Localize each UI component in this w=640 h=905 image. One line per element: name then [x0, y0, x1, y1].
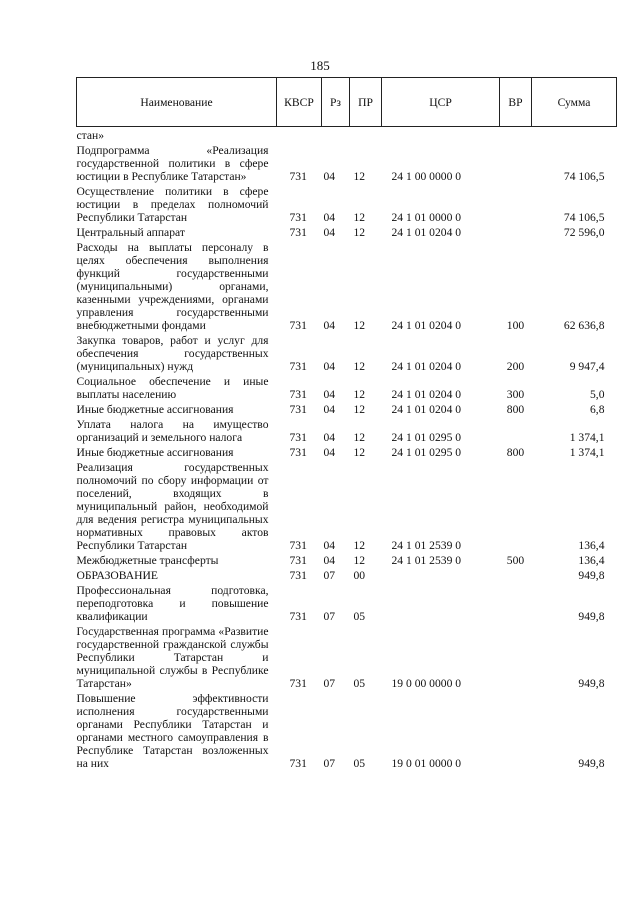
cell-vr: 300: [506, 388, 525, 401]
cell-kvsr: 731: [289, 539, 307, 552]
cell-rz: 04: [323, 388, 336, 401]
cell-rz: 07: [323, 757, 336, 770]
table-row: [77, 623, 617, 690]
cell-name: Иные бюджетные ассигнования: [76, 446, 234, 459]
cell-pr: 12: [353, 403, 366, 416]
cell-rz: 04: [323, 539, 336, 552]
cell-vr: [500, 127, 532, 143]
cell-sum: 949,8: [578, 610, 605, 623]
cell-vr: [500, 690, 532, 770]
cell-sum: 949,8: [578, 757, 605, 770]
cell-kvsr: [277, 127, 322, 143]
table-row: [77, 459, 617, 552]
cell-pr: 12: [353, 211, 366, 224]
cell-vr: [500, 567, 532, 582]
cell-pr: 12: [353, 170, 366, 183]
cell-sum: 6,8: [590, 403, 605, 416]
cell-csr: 24 1 01 0204 0: [391, 360, 462, 373]
cell-rz: 07: [323, 610, 336, 623]
cell-csr: 24 1 00 0000 0: [391, 170, 462, 183]
cell-rz: 04: [323, 170, 336, 183]
cell-rz: 04: [323, 319, 336, 332]
cell-vr: 100: [506, 319, 525, 332]
cell-csr: 24 1 01 0000 0: [391, 211, 462, 224]
cell-name: ОБРАЗОВАНИЕ: [76, 569, 158, 582]
cell-sum: 1 374,1: [569, 446, 605, 459]
cell-vr: [500, 459, 532, 552]
cell-name: Иные бюджетные ассигнования: [76, 403, 234, 416]
cell-kvsr: 731: [289, 431, 307, 444]
cell-sum: 72 596,0: [563, 226, 605, 239]
cell-csr: 24 1 01 0204 0: [391, 226, 462, 239]
cell-csr: 24 1 01 0204 0: [391, 319, 462, 332]
cell-rz: 07: [323, 677, 336, 690]
page-number: 185: [310, 58, 330, 73]
cell-name: Социальное обеспечение и иные выплаты населению: [76, 375, 269, 401]
cell-kvsr: 731: [289, 554, 307, 567]
cell-vr: 200: [506, 360, 525, 373]
cell-csr: 24 1 01 0204 0: [391, 403, 462, 416]
cell-csr: 19 0 01 0000 0: [391, 757, 462, 770]
header-vr: ВР: [500, 78, 532, 127]
header-kvsr: КВСР: [277, 78, 322, 127]
cell-name: Центральный аппарат: [76, 226, 185, 239]
cell-pr: 12: [353, 554, 366, 567]
cell-rz: 04: [323, 403, 336, 416]
cell-name: Расходы на выплаты персоналу в целях обеспечения выполнения функций государственными (муниципальными) органами, казенными учреждениями, органами управления государственными внебюджетными фондами: [76, 241, 269, 332]
table-row: [77, 552, 617, 567]
cell-rz: 07: [323, 569, 336, 582]
cell-name: Государственная программа «Развитие государственной гражданской службы Республики Татарстан и муниципальной службы в Республике Татарстан»: [76, 625, 269, 690]
cell-kvsr: 731: [289, 403, 307, 416]
cell-pr: [350, 127, 382, 143]
cell-csr: 19 0 00 0000 0: [391, 677, 462, 690]
header-rz: Рз: [322, 78, 350, 127]
cell-rz: 04: [323, 211, 336, 224]
cell-vr: 800: [506, 446, 525, 459]
table-row: [77, 332, 617, 373]
cell-sum: 949,8: [578, 569, 605, 582]
header-sum: Сумма: [532, 78, 617, 127]
cell-rz: 04: [323, 554, 336, 567]
table-row: [77, 582, 617, 623]
cell-sum: 62 636,8: [563, 319, 605, 332]
cell-csr: 24 1 01 0204 0: [391, 388, 462, 401]
table-row: [77, 567, 617, 582]
cell-name: стан»: [76, 129, 105, 142]
cell-csr: 24 1 01 2539 0: [391, 539, 462, 552]
cell-vr: 800: [506, 403, 525, 416]
table-row: [77, 183, 617, 224]
cell-name: Повышение эффективности исполнения государственными органами Республики Татарстан и органами местного самоуправления в Республике Татарстан возложенных на них: [76, 692, 269, 770]
cell-rz: 04: [323, 431, 336, 444]
cell-pr: 05: [353, 677, 366, 690]
cell-name: Уплата налога на имущество организаций и земельного налога: [76, 418, 269, 444]
header-name: Наименование: [77, 78, 277, 127]
cell-pr: 05: [353, 610, 366, 623]
cell-name: Осуществление политики в сфере юстиции в пределах полномочий Республики Татарстан: [76, 185, 269, 224]
table-row: [77, 416, 617, 444]
cell-name: Подпрограмма «Реализация государственной политики в сфере юстиции в Республике Татарстан»: [76, 144, 269, 183]
cell-csr: 24 1 01 2539 0: [391, 554, 462, 567]
table-row: [77, 373, 617, 401]
cell-csr: [382, 127, 500, 143]
cell-name: Реализация государственных полномочий по сбору информации от поселений, входящих в муниципальный район, необходимой для ведения регистра муниципальных нормативных правовых актов Республики Татарстан: [76, 461, 269, 552]
cell-pr: 05: [353, 757, 366, 770]
cell-kvsr: 731: [289, 610, 307, 623]
cell-kvsr: 731: [289, 388, 307, 401]
cell-kvsr: 731: [289, 677, 307, 690]
table-body: [77, 127, 617, 771]
cell-csr: 24 1 01 0295 0: [391, 446, 462, 459]
cell-kvsr: 731: [289, 211, 307, 224]
table-row: [77, 239, 617, 332]
cell-kvsr: 731: [289, 170, 307, 183]
cell-pr: 00: [353, 569, 366, 582]
cell-kvsr: 731: [289, 757, 307, 770]
cell-vr: [500, 142, 532, 183]
cell-pr: 12: [353, 226, 366, 239]
cell-vr: [500, 183, 532, 224]
cell-csr: 24 1 01 0295 0: [391, 431, 462, 444]
cell-sum: 949,8: [578, 677, 605, 690]
cell-rz: 04: [323, 446, 336, 459]
cell-sum: [532, 127, 617, 143]
cell-kvsr: 731: [289, 569, 307, 582]
cell-sum: 74 106,5: [563, 211, 605, 224]
cell-name: Закупка товаров, работ и услуг для обеспечения государственных (муниципальных) нужд: [76, 334, 269, 373]
budget-table: [76, 77, 617, 770]
table-row: [77, 444, 617, 459]
cell-sum: 5,0: [590, 388, 605, 401]
header-csr: ЦСР: [382, 78, 500, 127]
table-row: [77, 690, 617, 770]
cell-sum: 1 374,1: [569, 431, 605, 444]
cell-vr: [500, 623, 532, 690]
header-pr: ПР: [350, 78, 382, 127]
cell-rz: [322, 127, 350, 143]
cell-kvsr: 731: [289, 226, 307, 239]
cell-pr: 12: [353, 360, 366, 373]
cell-kvsr: 731: [289, 360, 307, 373]
table-row: [77, 401, 617, 416]
cell-sum: 9 947,4: [569, 360, 605, 373]
cell-sum: 136,4: [578, 539, 605, 552]
cell-csr: [382, 567, 500, 582]
cell-sum: 74 106,5: [563, 170, 605, 183]
cell-kvsr: 731: [289, 446, 307, 459]
header-row: [77, 78, 617, 127]
cell-pr: 12: [353, 431, 366, 444]
table-header: [77, 78, 617, 127]
cell-pr: 12: [353, 539, 366, 552]
cell-pr: 12: [353, 319, 366, 332]
table-row: [77, 142, 617, 183]
cell-rz: 04: [323, 360, 336, 373]
cell-name: Профессиональная подготовка, переподготовка и повышение квалификации: [76, 584, 269, 623]
cell-pr: 12: [353, 388, 366, 401]
cell-vr: [500, 224, 532, 239]
cell-vr: 500: [506, 554, 525, 567]
table-row: [77, 224, 617, 239]
cell-rz: 04: [323, 226, 336, 239]
cell-pr: 12: [353, 446, 366, 459]
cell-vr: [500, 416, 532, 444]
cell-kvsr: 731: [289, 319, 307, 332]
table-row: [77, 127, 617, 143]
cell-sum: 136,4: [578, 554, 605, 567]
cell-vr: [500, 582, 532, 623]
cell-csr: [382, 582, 500, 623]
cell-name: Межбюджетные трансферты: [76, 554, 219, 567]
